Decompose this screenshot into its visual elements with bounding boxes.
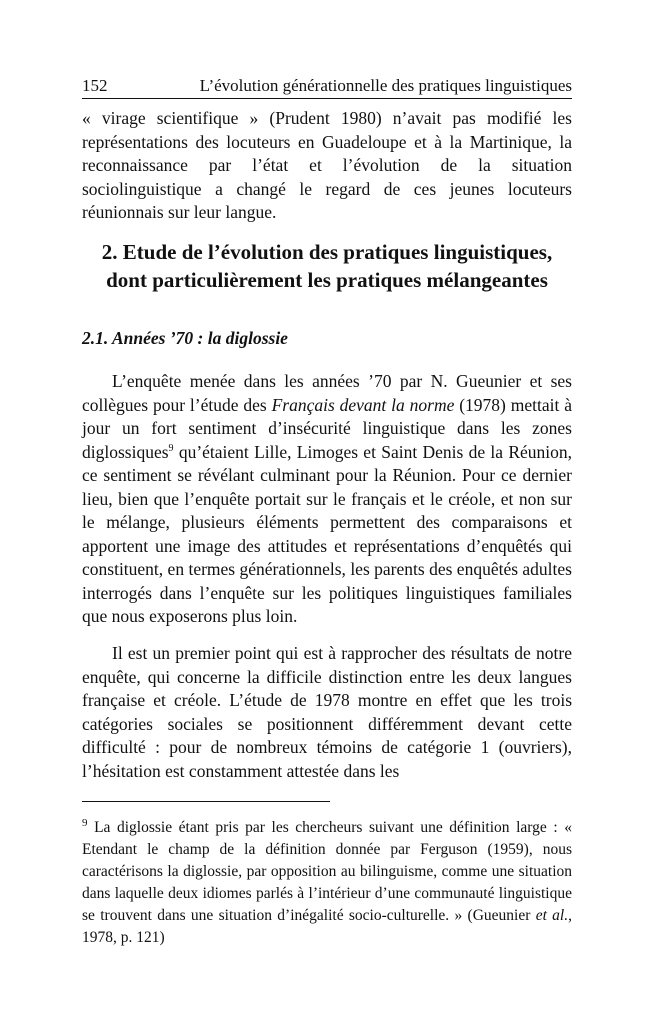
footnote-text: La diglossie étant pris par les chercheurs suivant une définition large : « Etendant le champ de la définition donnée par Ferguson (1959), nous caractérisons la diglossie, par opposition au bilinguisme, comme une situation dans laquelle deux idiomes parlés à l’intérieur d’une communauté linguistique se trouvent dans une situation d’inégalité socio-culturelle. » (Gueunier bbox=[82, 819, 572, 924]
section-heading-line1: 2. Etude de l’évolution des pratiques linguistiques, bbox=[101, 240, 553, 264]
paragraph-premier-point: Il est un premier point qui est à rapprocher des résultats de notre enquête, qui concerne la difficile distinction entre les deux langues française et créole. L’étude de 1978 montre en effet que les trois catégories sociales se positionnent différemment devant cette difficulté : pour de nombreux témoins de catégorie 1 (ouvriers), l’hésitation est constamment attestée dans les bbox=[82, 643, 572, 781]
footnote-reference: 9 bbox=[168, 442, 174, 454]
section-heading-line2: dont particulièrement les pratiques mélangeantes bbox=[106, 268, 548, 292]
paragraph-continued: « virage scientifique » (Prudent 1980) n’avait pas modifié les représentations des locuteurs en Guadeloupe et à la Martinique, la reconnaissance par l’état et l’évolution de la situation sociolinguistique a changé le regard de ces jeunes locuteurs réunionnais sur leur langue. bbox=[82, 108, 572, 222]
footnote bbox=[82, 817, 572, 949]
footnote-etal: et al. bbox=[535, 907, 569, 924]
footnote-divider bbox=[82, 801, 330, 802]
book-title: Français devant la norme bbox=[271, 394, 455, 415]
paragraph-enquete bbox=[82, 370, 572, 629]
subsection-heading: 2.1. Années ’70 : la diglossie bbox=[82, 328, 288, 348]
footnote-number: 9 bbox=[82, 817, 88, 829]
paragraph-text: (1978) mettait à jour un fort sentiment d’insécurité linguistique dans les zones diglossiques bbox=[82, 394, 572, 462]
running-header bbox=[82, 76, 572, 99]
page-number: 152 bbox=[82, 76, 108, 95]
footnote-text: , 1978, p. 121) bbox=[82, 907, 572, 946]
paragraph-text: qu’étaient Lille, Limoges et Saint Denis de la Réunion, ce sentiment se révélant culminant pour la Réunion. Pour ce dernier lieu, bien que l’enquête portait sur le français et le créole, et non sur le mélange, plusieurs éléments permettent des comparaisons et apportent une image des attitudes et représentations d’enquêtés qui constituent, en termes générationnels, les parents des enquêtés adultes interrogés dans l’enquête sur les politiques linguistiques familiales que nous exposerons plus loin. bbox=[82, 441, 572, 626]
paragraph-text: L’enquête menée dans les années ’70 par N. Gueunier et ses collègues pour l’étude des bbox=[82, 371, 572, 415]
running-title: L’évolution générationnelle des pratiques linguistiques bbox=[199, 76, 572, 95]
section-heading bbox=[82, 238, 572, 294]
